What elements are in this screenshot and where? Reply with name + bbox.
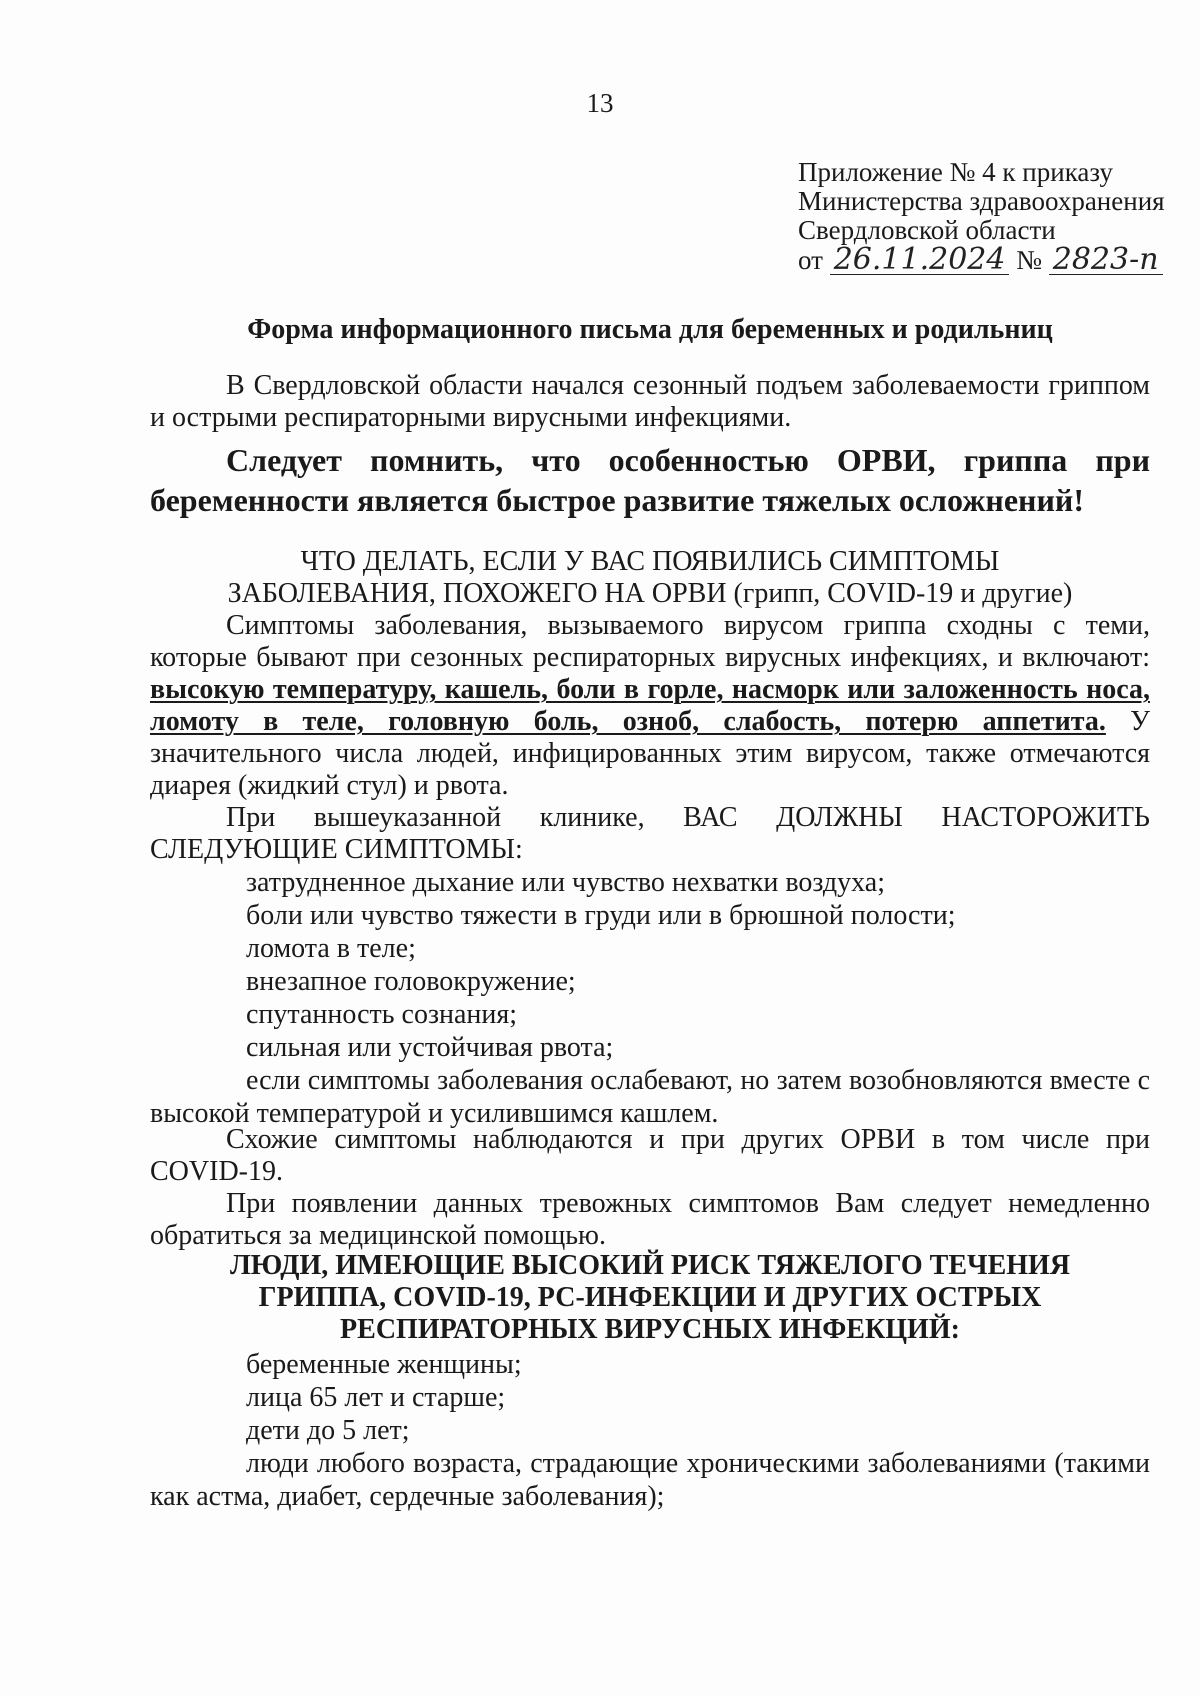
section-2-heading-line-2: ГРИППА, COVID-19, РС-ИНФЕКЦИИ И ДРУГИХ ОСТРЫХ [258, 1282, 1042, 1313]
form-title: Форма информационного письма для беременных и родильниц [247, 314, 1053, 345]
section-1-heading-line-2: ЗАБОЛЕВАНИЯ, ПОХОЖЕГО НА ОРВИ (грипп, COVID-19 и другие) [227, 578, 1073, 609]
list-item: внезапное головокружение; [246, 966, 576, 997]
handwritten-number: 2823-п [1049, 245, 1163, 275]
list-item: боли или чувство тяжести в груди или в брюшной полости; [246, 900, 956, 931]
similar-symptoms-paragraph: Схожие симптомы наблюдаются и при других ОРВИ в том числе при COVID-19. [150, 1124, 1150, 1187]
section-1-heading [150, 546, 1150, 610]
handwritten-date: 26.11.2024 [830, 245, 1010, 275]
list-item: дети до 5 лет; [246, 1415, 410, 1446]
section-2-heading-line-1: ЛЮДИ, ИМЕЮЩИЕ ВЫСОКИЙ РИСК ТЯЖЕЛОГО ТЕЧЕНИЯ [229, 1250, 1071, 1281]
list-item: спутанность сознания; [246, 999, 518, 1030]
appendix-header [798, 157, 1165, 277]
alert-symptoms-list [150, 866, 1150, 1130]
symptoms-list: высокую температуру, кашель, боли в горле, насморк или заложенность носа, ломоту в теле, головную боль, озноб, слабость, потерю аппетита. [150, 674, 1150, 737]
symptoms-tail: У значительного числа людей, инфицированных этим вирусом, также отмечаются диарея (жидкий стул) и рвота. [150, 706, 1150, 801]
seek-help-paragraph: При появлении данных тревожных симптомов Вам следует немедленно обратиться за медицинской помощью. [150, 1188, 1150, 1251]
list-item: люди любого возраста, страдающие хроническими заболеваниями (такими как астма, диабет, сердечные заболевания); [150, 1448, 1150, 1512]
symptoms-paragraph [150, 610, 1150, 802]
alert-lead: При вышеуказанной клинике, ВАС ДОЛЖНЫ НАСТОРОЖИТЬ СЛЕДУЮЩИЕ СИМПТОМЫ: [150, 802, 1150, 865]
intro-paragraph: В Свердловской области начался сезонный подъем заболеваемости гриппом и острыми респираторными вирусными инфекциями. [150, 370, 1150, 433]
symptoms-intro: Симптомы заболевания, вызываемого вирусом гриппа сходны с теми, которые бывают при сезонных респираторных вирусных инфекциях, и включают: [150, 610, 1150, 673]
warning-paragraph: Следует помнить, что особенностью ОРВИ, гриппа при беременности является быстрое развитие тяжелых осложнений! [150, 442, 1150, 518]
appendix-line-3: Свердловской области [798, 215, 1056, 245]
appendix-line-1: Приложение № 4 к приказу [798, 157, 1113, 187]
page-number: 13 [586, 88, 614, 118]
list-item: беременные женщины; [246, 1349, 522, 1380]
section-2-heading-line-3: РЕСПИРАТОРНЫХ ВИРУСНЫХ ИНФЕКЦИЙ: [340, 1314, 960, 1345]
number-prefix: № [1016, 245, 1042, 275]
list-item: лица 65 лет и старше; [246, 1382, 506, 1413]
list-item: ломота в теле; [246, 933, 416, 964]
appendix-date-line [798, 242, 1159, 277]
list-item: если симптомы заболевания ослабевают, но затем возобновляются вместе с высокой температурой и усилившимся кашлем. [150, 1065, 1150, 1129]
section-1-heading-line-1: ЧТО ДЕЛАТЬ, ЕСЛИ У ВАС ПОЯВИЛИСЬ СИМПТОМЫ [300, 546, 1000, 577]
risk-groups-list [150, 1348, 1150, 1513]
list-item: затрудненное дыхание или чувство нехватки воздуха; [246, 867, 885, 898]
list-item: сильная или устойчивая рвота; [246, 1032, 614, 1063]
section-2-heading [150, 1250, 1150, 1346]
date-prefix: от [798, 245, 823, 275]
appendix-line-2: Министерства здравоохранения [798, 186, 1165, 216]
